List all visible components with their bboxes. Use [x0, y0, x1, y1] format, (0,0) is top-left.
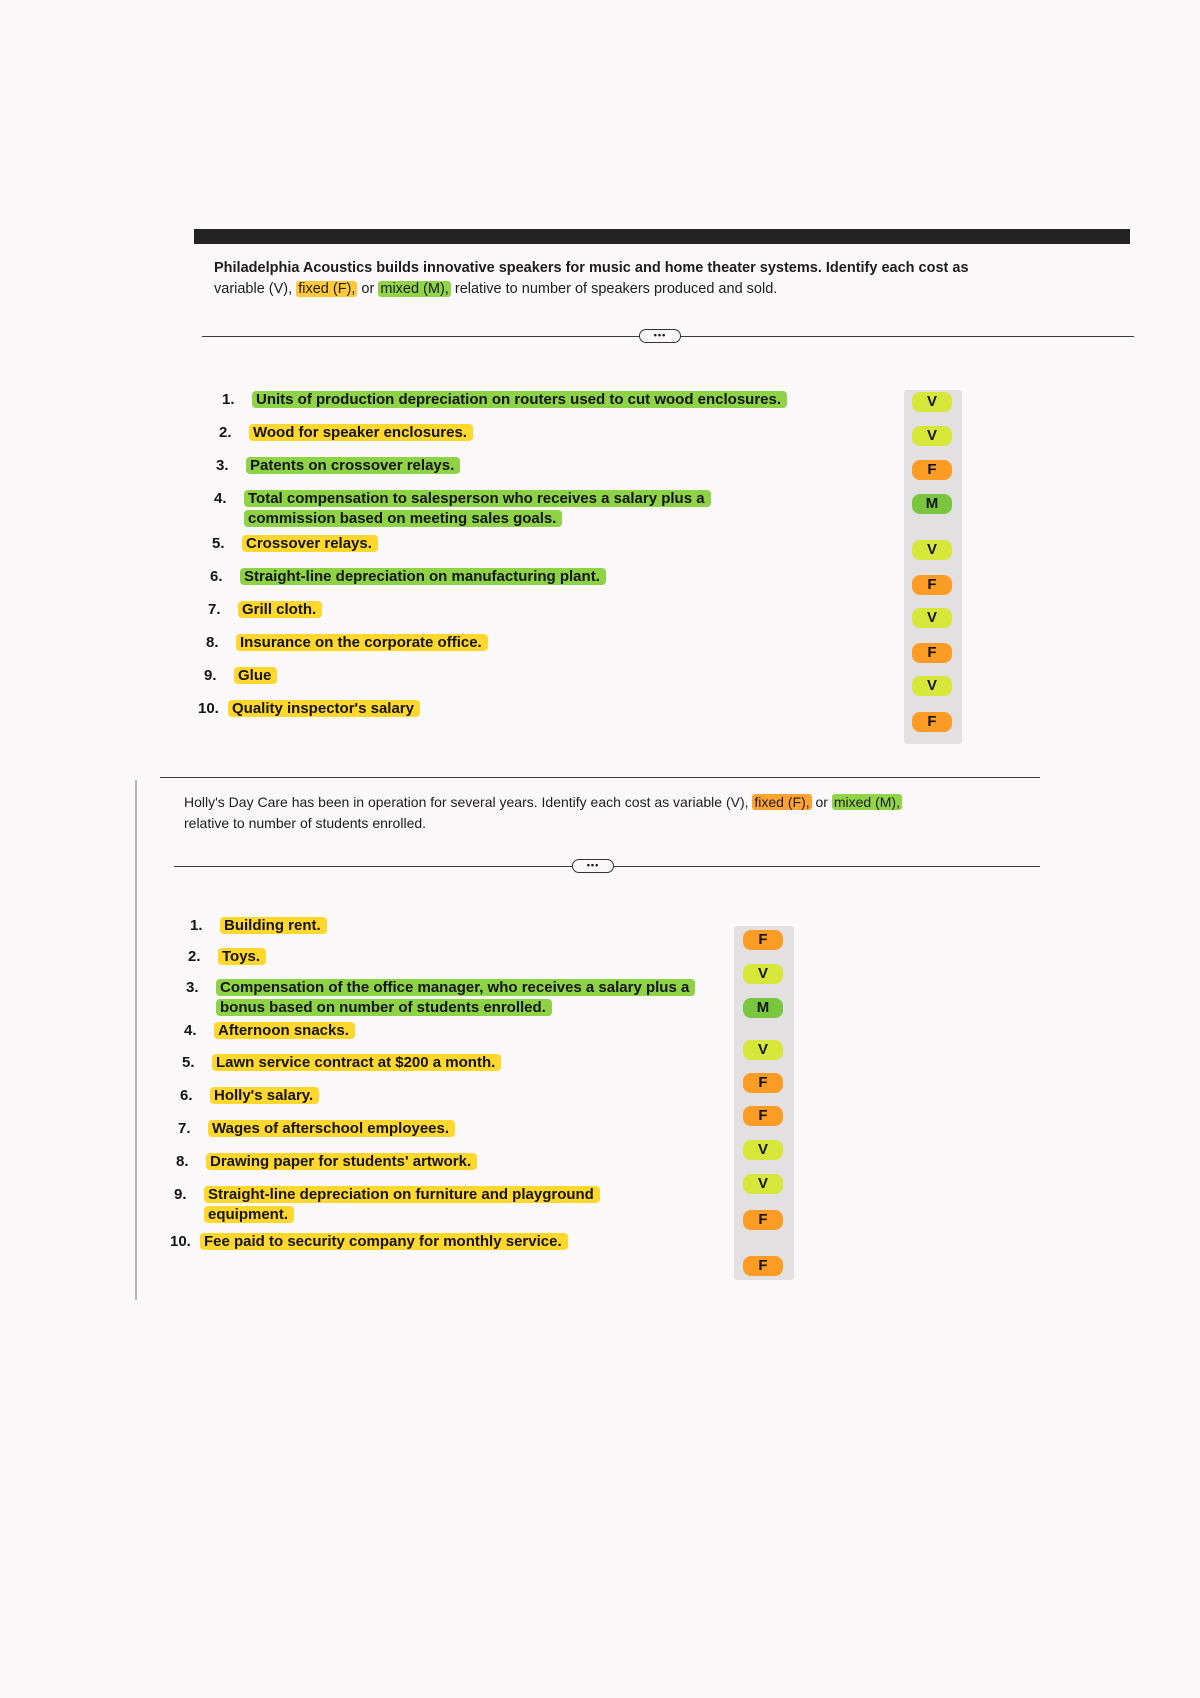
item-number: 6.	[180, 1087, 193, 1104]
section2-answer-9: F	[743, 1210, 783, 1230]
item-continuation	[186, 998, 695, 1018]
item-text: Total compensation to salesperson who receives a salary plus a	[244, 490, 711, 507]
item-text: Straight-line depreciation on manufacturing plant.	[240, 568, 606, 585]
section2-top-rule	[160, 777, 1040, 778]
section2-intro-or: or	[811, 794, 832, 810]
section2-intro-line1	[184, 792, 1064, 813]
item-text: Straight-line depreciation on furniture and playground	[204, 1186, 600, 1203]
item-text: Afternoon snacks.	[214, 1022, 355, 1039]
section2-item-7	[178, 1119, 455, 1139]
item-number: 5.	[212, 535, 225, 552]
section1-intro-variable: variable (V),	[214, 281, 297, 297]
section2-item-8	[176, 1152, 477, 1172]
section2-expand-dots[interactable]: •••	[572, 859, 614, 873]
item-number: 7.	[178, 1120, 191, 1137]
item-number: 2.	[219, 424, 232, 441]
item-continuation	[214, 509, 711, 529]
item-continuation	[174, 1205, 600, 1225]
item-number: 10.	[198, 700, 219, 717]
section1-expand-dots[interactable]: •••	[639, 329, 681, 343]
item-number: 9.	[204, 667, 217, 684]
section1-item-6	[210, 567, 606, 587]
item-text: Fee paid to security company for monthly service.	[200, 1233, 568, 1250]
item-text: Wood for speaker enclosures.	[249, 424, 473, 441]
item-number: 1.	[190, 917, 203, 934]
header-bar	[194, 229, 1130, 244]
item-text: Wages of afterschool employees.	[208, 1120, 455, 1137]
item-number: 3.	[216, 457, 229, 474]
section1-item-1	[222, 390, 787, 410]
item-text: Building rent.	[220, 917, 327, 934]
section1-answer-4: M	[912, 494, 952, 514]
section2-item-4	[184, 1021, 355, 1041]
item-text: Compensation of the office manager, who receives a salary plus a	[216, 979, 695, 996]
section1-item-7	[208, 600, 322, 620]
item-text-continued: commission based on meeting sales goals.	[244, 510, 562, 527]
item-number: 7.	[208, 601, 221, 618]
section2-answer-6: F	[743, 1106, 783, 1126]
section1-answer-8: F	[912, 643, 952, 663]
section1-intro-fixed: fixed (F),	[298, 281, 356, 297]
item-number: 9.	[174, 1186, 187, 1203]
section1-intro-or: or	[357, 281, 379, 297]
section1-answer-5: V	[912, 540, 952, 560]
section2-item-1	[190, 916, 327, 936]
item-number: 3.	[186, 979, 199, 996]
section2-item-9	[174, 1185, 600, 1225]
section2-item-5	[182, 1053, 501, 1073]
section1-answer-6: F	[912, 575, 952, 595]
section2-answer-3: M	[743, 998, 783, 1018]
item-text-continued: bonus based on number of students enrolled.	[216, 999, 552, 1016]
section1-answer-2: V	[912, 426, 952, 446]
section1-answer-9: V	[912, 676, 952, 696]
section1-item-3	[216, 456, 460, 476]
item-text: Holly's salary.	[210, 1087, 319, 1104]
item-text: Patents on crossover relays.	[246, 457, 460, 474]
section1-intro-relative: relative to number of speakers produced and sold.	[450, 281, 778, 297]
section1-item-2	[219, 423, 473, 443]
item-number: 8.	[176, 1153, 189, 1170]
page-margin-line	[135, 780, 137, 1300]
item-text: Units of production depreciation on routers used to cut wood enclosures.	[252, 391, 787, 408]
item-number: 6.	[210, 568, 223, 585]
section2-answer-4: V	[743, 1040, 783, 1060]
section1-answer-1: V	[912, 392, 952, 412]
section1-answer-7: V	[912, 608, 952, 628]
item-text: Lawn service contract at $200 a month.	[212, 1054, 501, 1071]
section2-intro-line2: relative to number of students enrolled.	[184, 815, 427, 831]
section1-intro-mixed: mixed (M),	[380, 281, 449, 297]
section2-intro-start: Holly's Day Care has been in operation for several years. Identify each cost as variable (V),	[184, 794, 753, 810]
section2-item-2	[188, 947, 266, 967]
section1-item-4	[214, 489, 711, 529]
section2-answer-7: V	[743, 1140, 783, 1160]
section1-item-9	[204, 666, 277, 686]
section2-answer-10: F	[743, 1256, 783, 1276]
section2-item-3	[186, 978, 695, 1018]
item-text: Quality inspector's salary	[228, 700, 420, 717]
section1-item-10	[198, 699, 420, 719]
item-number: 2.	[188, 948, 201, 965]
section2-intro-fixed: fixed (F),	[754, 794, 810, 810]
section1-item-8	[206, 633, 488, 653]
section2-intro-mixed: mixed (M),	[833, 794, 900, 810]
section2-item-10	[170, 1232, 568, 1252]
section1-intro	[214, 258, 1114, 300]
item-text: Insurance on the corporate office.	[236, 634, 488, 651]
section1-intro-line1: Philadelphia Acoustics builds innovative speakers for music and home theater systems. Identify each cost as	[214, 260, 969, 276]
section2-answer-1: F	[743, 930, 783, 950]
item-text: Glue	[234, 667, 277, 684]
item-number: 4.	[184, 1022, 197, 1039]
section2-intro	[184, 792, 1064, 834]
section1-intro-line2	[214, 279, 1114, 300]
section2-item-6	[180, 1086, 319, 1106]
item-number: 1.	[222, 391, 235, 408]
section2-answer-8: V	[743, 1174, 783, 1194]
section1-answer-10: F	[912, 712, 952, 732]
section2-answer-5: F	[743, 1073, 783, 1093]
item-text-continued: equipment.	[204, 1206, 294, 1223]
item-number: 5.	[182, 1054, 195, 1071]
item-number: 10.	[170, 1233, 191, 1250]
item-text: Drawing paper for students' artwork.	[206, 1153, 477, 1170]
item-number: 4.	[214, 490, 227, 507]
item-text: Crossover relays.	[242, 535, 378, 552]
item-number: 8.	[206, 634, 219, 651]
section1-answer-3: F	[912, 460, 952, 480]
item-text: Grill cloth.	[238, 601, 322, 618]
item-text: Toys.	[218, 948, 266, 965]
section2-answer-2: V	[743, 964, 783, 984]
section1-item-5	[212, 534, 378, 554]
